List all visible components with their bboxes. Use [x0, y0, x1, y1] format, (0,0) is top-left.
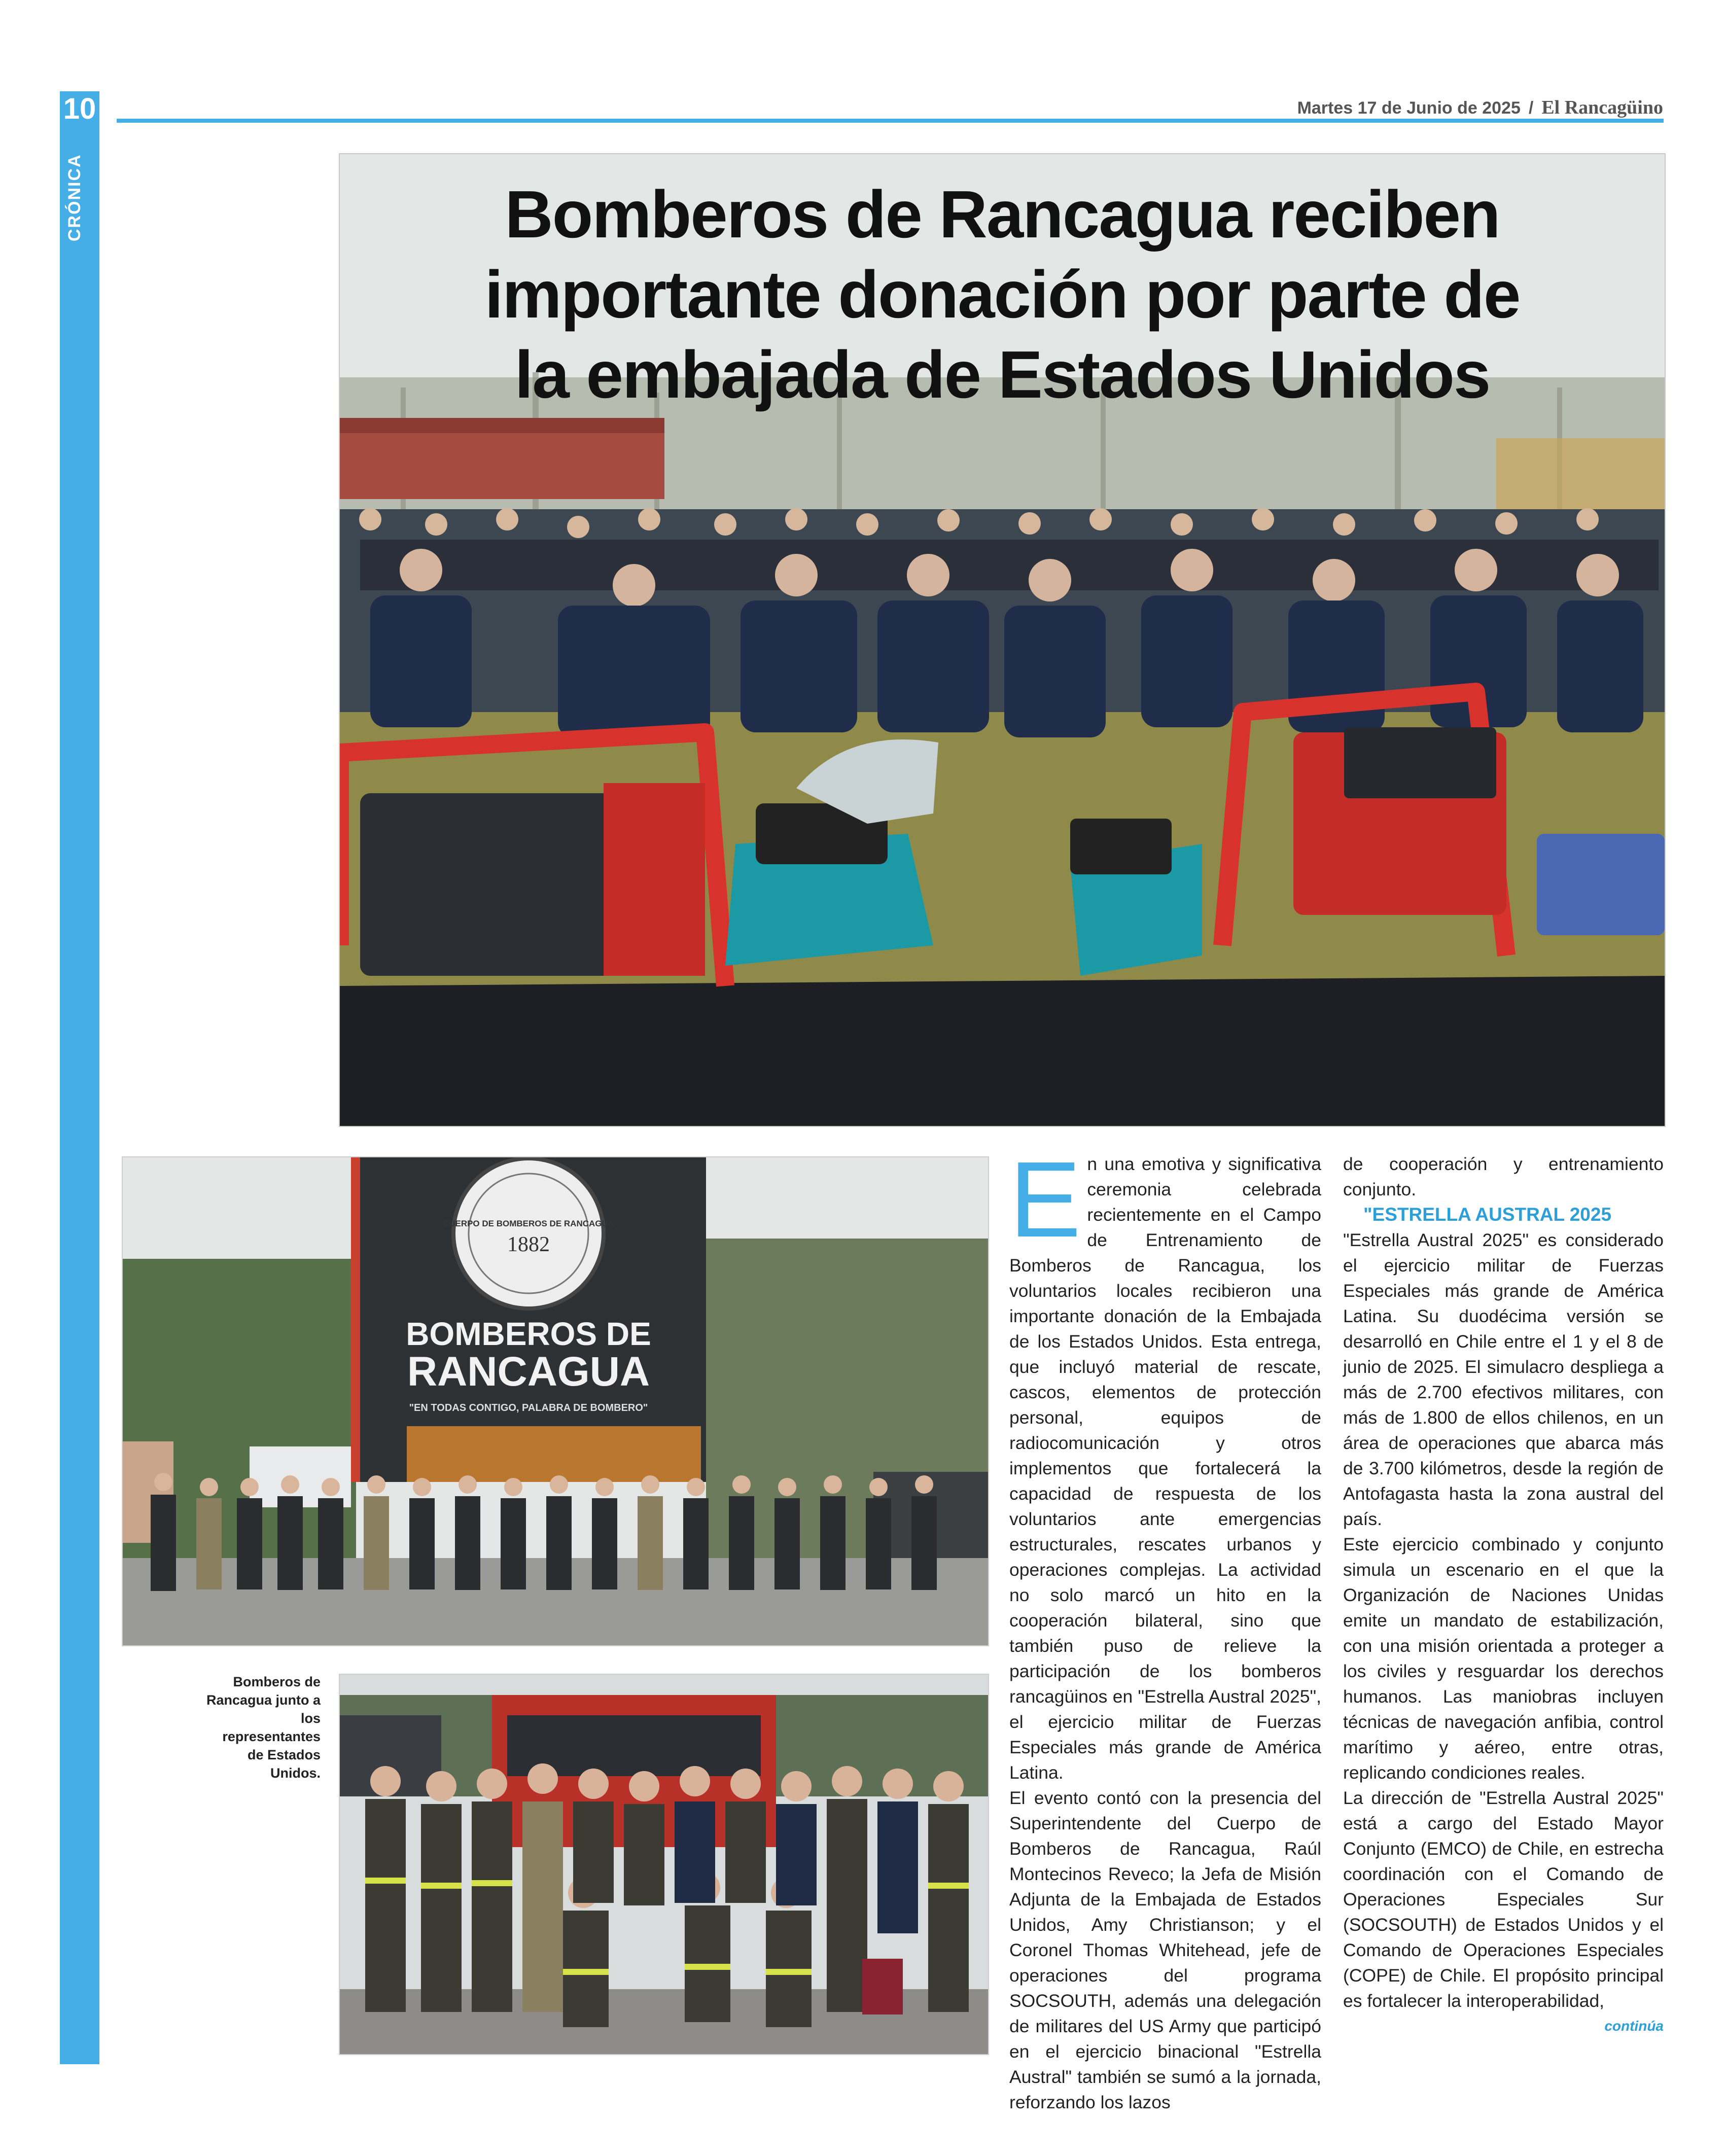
article-column-2: [1343, 1151, 1664, 2039]
article-paragraph-3: "Estrella Austral 2025" es considerado el ejercicio militar de Fuerzas Especiales más grande de América Latina. Su duodécima versión se desarrolló en Chile entre el 1 y el 8 de junio de 2025. El simulacro despliega a más de 2.700 efectivos militares, con más de 1.800 de ellos chilenos, en un área de operaciones que abarca más de 3.700 kilómetros, desde la región de Antofagasta hasta la zona austral del país.: [1343, 1230, 1664, 1529]
headline-line-1: Bomberos de Rancagua reciben: [505, 177, 1500, 252]
sign-motto: "EN TODAS CONTIGO, PALABRA DE BOMBERO": [409, 1402, 648, 1413]
photo-caption: Bomberos de Rancagua junto a los representantes de Estados Unidos.: [206, 1674, 321, 1781]
article-paragraph-5: La dirección de "Estrella Austral 2025" está a cargo del Estado Mayor Conjunto (EMCO) de Chile, en estrecha coordinación con el Comando de Operaciones Especiales Sur (SOCSOUTH) de Estados Unidos y el Comando de Operaciones Especiales (COPE) de Chile. El propósito principal es fortalecer la interoperabilidad,: [1343, 1788, 1664, 2011]
article-paragraph-1: [1009, 1139, 1321, 1785]
issue-date: Martes 17 de Junio de 2025: [1297, 98, 1521, 118]
side-color-bar: [60, 91, 99, 2064]
sign-title-line-2: RANCAGUA: [407, 1349, 650, 1395]
seal-year: 1882: [507, 1233, 550, 1256]
seal-ring-text: CUERPO DE BOMBEROS DE RANCAGUA: [442, 1219, 615, 1228]
page-number: 10: [63, 92, 96, 125]
headline-line-3: la embajada de Estados Unidos: [514, 337, 1490, 412]
drop-cap: E: [1009, 1139, 1081, 1259]
header-rule: [117, 119, 1664, 123]
page-header: [1297, 96, 1663, 119]
headline-line-2: importante donación por parte de: [484, 257, 1520, 332]
sign-title-line-1: BOMBEROS DE: [406, 1316, 651, 1352]
article-paragraph-2: El evento contó con la presencia del Superintendente del Cuerpo de Bomberos de Rancagua, Raúl Montecinos Reveco; la Jefa de Misión Adjunta de la Embajada de Estados Unidos, Amy Christianson; y el Coronel Thomas Whitehead, jefe de operaciones del programa SOCSOUTH, además una delegación de militares del US Army que participó en el ejercicio binacional "Estrella Austral" también se sumó a la jornada, reforzando los lazos: [1009, 1788, 1321, 2112]
newspaper-name: El Rancagüino: [1541, 97, 1663, 118]
article-paragraph-2-continued: de cooperación y entrenamiento conjunto.: [1343, 1154, 1664, 1199]
hero-photo: [339, 153, 1666, 1127]
group-photo-firetruck-illustration: [340, 1675, 988, 2054]
group-photo-firetruck: [339, 1674, 989, 2055]
article-column-1: [1009, 1139, 1321, 2115]
article-subheading: "ESTRELLA AUSTRAL 2025: [1363, 1204, 1612, 1225]
group-photo-tower-illustration: [123, 1157, 988, 1645]
header-separator: /: [1528, 98, 1534, 118]
group-photo-tower: [122, 1156, 989, 1646]
continues-link[interactable]: continúa: [1604, 2018, 1664, 2034]
section-label: CRÓNICA: [65, 154, 84, 242]
article-paragraph-4: Este ejercicio combinado y conjunto simula un escenario en el que la Organización de Naciones Unidas emite un mandato de estabilización, con una misión orientada a proteger a los civiles y resguardar los derechos humanos. Las maniobras incluyen técnicas de navegación anfibia, control marítimo y aéreo, entre otras, replicando condiciones reales.: [1343, 1534, 1664, 1783]
paragraph-1-text: n una emotiva y significativa ceremonia celebrada recientemente en el Campo de Entrenamiento de Bomberos de Rancagua, los voluntarios locales recibieron una importante donación de la Embajada de los Estados Unidos. Esta entrega, que incluyó material de rescate, cascos, elementos de protección personal, equipos de radiocomunicación y otros implementos que fortalecerá la capacidad de respuesta de los voluntarios ante emergencias estructurales, rescates urbanos y operaciones complejas. La actividad no solo marcó un hito en la cooperación bilateral, sino que también puso de relieve la participación de los bomberos rancagüinos en "Estrella Austral 2025", el ejercicio militar de Fuerzas Especiales más grande de América Latina.: [1009, 1154, 1321, 1783]
article-headline: [340, 174, 1665, 415]
